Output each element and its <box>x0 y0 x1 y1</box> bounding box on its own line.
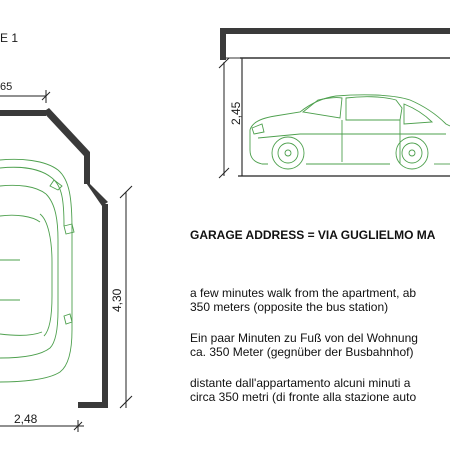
german-directions-line-2: ca. 350 Meter (gegnüber der Busbahnhof) <box>190 345 414 359</box>
italian-directions-line-1: distante dall'appartamento alcuni minuti a <box>190 376 411 390</box>
english-directions-line-1: a few minutes walk from the apartment, ab <box>190 286 417 300</box>
width-dimension <box>0 412 84 432</box>
width-dimension-label: 2,48 <box>14 412 38 426</box>
section-height-dimension <box>219 58 243 178</box>
top-dimension <box>0 81 50 103</box>
top-dimension-label: 65 <box>0 81 13 93</box>
garage-address: GARAGE ADDRESS = VIA GUGLIELMO MA <box>190 228 436 242</box>
car-top-view-drawing <box>0 159 74 382</box>
section-height-label: 2,45 <box>229 101 243 125</box>
height-dimension-label: 4,30 <box>110 288 124 312</box>
section-walls <box>220 28 450 176</box>
italian-directions-line-2: circa 350 metri (di fronte alla stazione auto <box>190 390 417 404</box>
height-dimension <box>110 186 132 408</box>
plan-label: E 1 <box>0 31 19 45</box>
english-directions-line-2: 350 meters (opposite the bus station) <box>190 300 389 314</box>
car-side-view-drawing <box>250 95 450 169</box>
german-directions-line-1: Ein paar Minuten zu Fuß von del Wohnung <box>190 331 418 345</box>
plan-walls <box>0 108 108 408</box>
